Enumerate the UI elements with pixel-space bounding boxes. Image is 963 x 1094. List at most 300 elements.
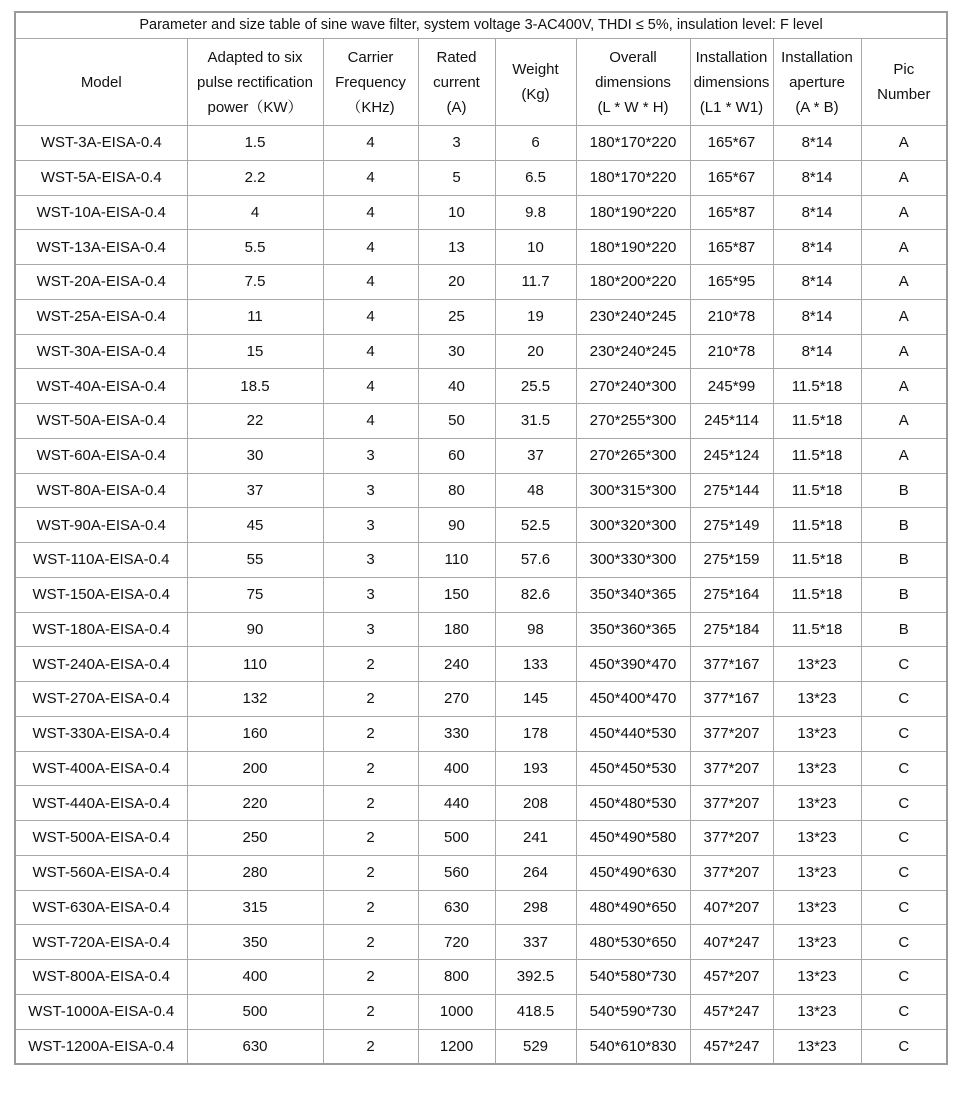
cell-rated-current: 3: [418, 126, 495, 161]
table-row: [15, 786, 947, 821]
cell-carrier-frequency: 3: [323, 612, 418, 647]
cell-installation-aperture: 8*14: [773, 265, 861, 300]
cell-adapted-power: 5.5: [187, 230, 323, 265]
cell-adapted-power: 132: [187, 682, 323, 717]
table-row: [15, 265, 947, 300]
cell-adapted-power: 400: [187, 960, 323, 995]
cell-installation-dimensions: 457*207: [690, 960, 773, 995]
cell-carrier-frequency: 4: [323, 265, 418, 300]
column-header-line: Frequency: [335, 73, 406, 91]
cell-carrier-frequency: 2: [323, 682, 418, 717]
cell-installation-dimensions: 275*144: [690, 473, 773, 508]
column-header-carrier-frequency: [323, 39, 418, 126]
cell-pic-number: C: [861, 960, 947, 995]
cell-model: WST-400A-EISA-0.4: [15, 751, 187, 786]
cell-weight: 10: [495, 230, 576, 265]
cell-installation-aperture: 8*14: [773, 160, 861, 195]
cell-adapted-power: 280: [187, 855, 323, 890]
cell-pic-number: B: [861, 473, 947, 508]
cell-installation-dimensions: 275*184: [690, 612, 773, 647]
cell-model: WST-720A-EISA-0.4: [15, 925, 187, 960]
cell-overall-dimensions: 180*190*220: [576, 195, 690, 230]
cell-rated-current: 40: [418, 369, 495, 404]
table-body: [15, 126, 947, 1065]
cell-adapted-power: 11: [187, 299, 323, 334]
cell-installation-dimensions: 165*67: [690, 126, 773, 161]
cell-carrier-frequency: 3: [323, 508, 418, 543]
cell-installation-aperture: 11.5*18: [773, 369, 861, 404]
cell-installation-dimensions: 377*207: [690, 855, 773, 890]
cell-rated-current: 13: [418, 230, 495, 265]
cell-rated-current: 150: [418, 577, 495, 612]
column-header-line: Installation: [781, 48, 853, 66]
cell-weight: 298: [495, 890, 576, 925]
cell-adapted-power: 315: [187, 890, 323, 925]
table-row: [15, 994, 947, 1029]
cell-installation-dimensions: 377*207: [690, 786, 773, 821]
cell-installation-aperture: 8*14: [773, 195, 861, 230]
cell-installation-dimensions: 377*207: [690, 751, 773, 786]
column-header-line: (Kg): [521, 86, 550, 103]
cell-overall-dimensions: 450*490*580: [576, 821, 690, 856]
cell-installation-aperture: 8*14: [773, 126, 861, 161]
cell-weight: 145: [495, 682, 576, 717]
cell-adapted-power: 160: [187, 716, 323, 751]
cell-rated-current: 30: [418, 334, 495, 369]
cell-installation-aperture: 13*23: [773, 647, 861, 682]
cell-weight: 529: [495, 1029, 576, 1064]
cell-model: WST-110A-EISA-0.4: [15, 543, 187, 578]
cell-rated-current: 400: [418, 751, 495, 786]
table-row: [15, 682, 947, 717]
cell-pic-number: C: [861, 994, 947, 1029]
cell-weight: 9.8: [495, 195, 576, 230]
column-header-line: Installation: [695, 48, 768, 66]
cell-installation-dimensions: 377*207: [690, 716, 773, 751]
cell-carrier-frequency: 4: [323, 195, 418, 230]
cell-rated-current: 1000: [418, 994, 495, 1029]
cell-weight: 418.5: [495, 994, 576, 1029]
table-row: [15, 647, 947, 682]
column-header-line: (L * W * H): [597, 98, 669, 116]
cell-model: WST-800A-EISA-0.4: [15, 960, 187, 995]
cell-installation-dimensions: 377*167: [690, 647, 773, 682]
cell-model: WST-90A-EISA-0.4: [15, 508, 187, 543]
cell-pic-number: A: [861, 404, 947, 439]
cell-adapted-power: 90: [187, 612, 323, 647]
cell-adapted-power: 15: [187, 334, 323, 369]
cell-pic-number: C: [861, 925, 947, 960]
cell-weight: 337: [495, 925, 576, 960]
cell-rated-current: 1200: [418, 1029, 495, 1064]
cell-installation-aperture: 13*23: [773, 890, 861, 925]
cell-installation-dimensions: 245*124: [690, 438, 773, 473]
cell-installation-dimensions: 407*207: [690, 890, 773, 925]
cell-weight: 82.6: [495, 577, 576, 612]
parameter-table-sheet: [14, 11, 946, 1065]
cell-model: WST-13A-EISA-0.4: [15, 230, 187, 265]
cell-installation-aperture: 13*23: [773, 855, 861, 890]
cell-weight: 208: [495, 786, 576, 821]
cell-carrier-frequency: 2: [323, 1029, 418, 1064]
cell-model: WST-1200A-EISA-0.4: [15, 1029, 187, 1064]
cell-pic-number: A: [861, 265, 947, 300]
cell-installation-dimensions: 245*99: [690, 369, 773, 404]
cell-overall-dimensions: 230*240*245: [576, 334, 690, 369]
cell-weight: 31.5: [495, 404, 576, 439]
table-row: [15, 855, 947, 890]
cell-model: WST-25A-EISA-0.4: [15, 299, 187, 334]
table-row: [15, 1029, 947, 1064]
cell-carrier-frequency: 4: [323, 369, 418, 404]
cell-installation-aperture: 13*23: [773, 925, 861, 960]
cell-installation-aperture: 11.5*18: [773, 543, 861, 578]
cell-model: WST-330A-EISA-0.4: [15, 716, 187, 751]
cell-pic-number: A: [861, 334, 947, 369]
cell-model: WST-60A-EISA-0.4: [15, 438, 187, 473]
cell-installation-dimensions: 165*67: [690, 160, 773, 195]
cell-overall-dimensions: 270*240*300: [576, 369, 690, 404]
table-row: [15, 438, 947, 473]
column-header-line: Adapted to six: [207, 48, 303, 66]
column-header-line: power（KW）: [207, 98, 303, 116]
cell-weight: 57.6: [495, 543, 576, 578]
cell-carrier-frequency: 2: [323, 647, 418, 682]
cell-carrier-frequency: 4: [323, 334, 418, 369]
cell-rated-current: 60: [418, 438, 495, 473]
column-header-rated-current: [418, 39, 495, 126]
cell-model: WST-10A-EISA-0.4: [15, 195, 187, 230]
cell-model: WST-270A-EISA-0.4: [15, 682, 187, 717]
cell-adapted-power: 45: [187, 508, 323, 543]
column-header-line: Model: [80, 73, 122, 91]
table-row: [15, 577, 947, 612]
cell-weight: 19: [495, 299, 576, 334]
cell-weight: 20: [495, 334, 576, 369]
cell-pic-number: A: [861, 299, 947, 334]
column-header-line: (A * B): [795, 98, 839, 116]
cell-weight: 25.5: [495, 369, 576, 404]
cell-model: WST-630A-EISA-0.4: [15, 890, 187, 925]
cell-adapted-power: 18.5: [187, 369, 323, 404]
cell-adapted-power: 220: [187, 786, 323, 821]
table-row: [15, 334, 947, 369]
cell-pic-number: B: [861, 612, 947, 647]
cell-installation-dimensions: 457*247: [690, 994, 773, 1029]
cell-weight: 241: [495, 821, 576, 856]
cell-installation-dimensions: 245*114: [690, 404, 773, 439]
cell-weight: 133: [495, 647, 576, 682]
cell-carrier-frequency: 2: [323, 890, 418, 925]
cell-overall-dimensions: 300*320*300: [576, 508, 690, 543]
column-header-line: Rated: [436, 48, 477, 66]
cell-pic-number: C: [861, 647, 947, 682]
column-header-installation-aperture: [773, 39, 861, 126]
table-row: [15, 404, 947, 439]
header-row: [15, 39, 947, 126]
cell-model: WST-560A-EISA-0.4: [15, 855, 187, 890]
column-header-pic-number: [861, 39, 947, 126]
cell-adapted-power: 250: [187, 821, 323, 856]
cell-installation-dimensions: 165*95: [690, 265, 773, 300]
cell-adapted-power: 1.5: [187, 126, 323, 161]
cell-carrier-frequency: 3: [323, 577, 418, 612]
cell-carrier-frequency: 4: [323, 299, 418, 334]
cell-weight: 98: [495, 612, 576, 647]
cell-pic-number: A: [861, 195, 947, 230]
cell-overall-dimensions: 300*315*300: [576, 473, 690, 508]
cell-installation-dimensions: 210*78: [690, 299, 773, 334]
cell-rated-current: 110: [418, 543, 495, 578]
cell-installation-aperture: 13*23: [773, 682, 861, 717]
column-header-overall-dimensions: [576, 39, 690, 126]
cell-pic-number: C: [861, 821, 947, 856]
cell-model: WST-20A-EISA-0.4: [15, 265, 187, 300]
column-header-line: （KHz): [346, 98, 395, 116]
cell-overall-dimensions: 180*190*220: [576, 230, 690, 265]
cell-weight: 11.7: [495, 265, 576, 300]
table-row: [15, 473, 947, 508]
cell-installation-aperture: 11.5*18: [773, 577, 861, 612]
cell-pic-number: B: [861, 508, 947, 543]
cell-overall-dimensions: 350*340*365: [576, 577, 690, 612]
cell-adapted-power: 4: [187, 195, 323, 230]
cell-weight: 6.5: [495, 160, 576, 195]
cell-overall-dimensions: 180*170*220: [576, 160, 690, 195]
cell-adapted-power: 30: [187, 438, 323, 473]
cell-model: WST-150A-EISA-0.4: [15, 577, 187, 612]
cell-pic-number: B: [861, 543, 947, 578]
cell-pic-number: C: [861, 682, 947, 717]
cell-pic-number: C: [861, 1029, 947, 1064]
cell-model: WST-3A-EISA-0.4: [15, 126, 187, 161]
table-row: [15, 612, 947, 647]
cell-rated-current: 10: [418, 195, 495, 230]
cell-overall-dimensions: 180*170*220: [576, 126, 690, 161]
cell-carrier-frequency: 2: [323, 751, 418, 786]
cell-overall-dimensions: 270*255*300: [576, 404, 690, 439]
cell-carrier-frequency: 2: [323, 960, 418, 995]
cell-carrier-frequency: 2: [323, 821, 418, 856]
cell-rated-current: 80: [418, 473, 495, 508]
cell-installation-aperture: 13*23: [773, 1029, 861, 1064]
cell-overall-dimensions: 230*240*245: [576, 299, 690, 334]
cell-overall-dimensions: 350*360*365: [576, 612, 690, 647]
cell-rated-current: 270: [418, 682, 495, 717]
cell-pic-number: C: [861, 855, 947, 890]
cell-installation-aperture: 8*14: [773, 334, 861, 369]
cell-carrier-frequency: 3: [323, 473, 418, 508]
cell-rated-current: 180: [418, 612, 495, 647]
cell-carrier-frequency: 2: [323, 994, 418, 1029]
cell-adapted-power: 350: [187, 925, 323, 960]
cell-weight: 37: [495, 438, 576, 473]
table-title: Parameter and size table of sine wave filter, system voltage 3-AC400V, THDI ≤ 5%, insulation level: F level: [15, 12, 947, 39]
table-row: [15, 126, 947, 161]
table-row: [15, 299, 947, 334]
cell-installation-aperture: 13*23: [773, 960, 861, 995]
cell-rated-current: 630: [418, 890, 495, 925]
cell-installation-aperture: 13*23: [773, 786, 861, 821]
cell-overall-dimensions: 270*265*300: [576, 438, 690, 473]
cell-adapted-power: 200: [187, 751, 323, 786]
column-header-line: (L1 * W1): [699, 98, 764, 116]
cell-installation-aperture: 13*23: [773, 751, 861, 786]
cell-installation-dimensions: 275*164: [690, 577, 773, 612]
cell-overall-dimensions: 450*390*470: [576, 647, 690, 682]
cell-overall-dimensions: 300*330*300: [576, 543, 690, 578]
cell-pic-number: C: [861, 716, 947, 751]
cell-weight: 193: [495, 751, 576, 786]
column-header-line: Number: [877, 86, 931, 103]
column-header-line: dimensions: [595, 73, 671, 91]
cell-model: WST-500A-EISA-0.4: [15, 821, 187, 856]
cell-weight: 48: [495, 473, 576, 508]
cell-weight: 392.5: [495, 960, 576, 995]
cell-installation-aperture: 11.5*18: [773, 404, 861, 439]
cell-overall-dimensions: 540*580*730: [576, 960, 690, 995]
cell-adapted-power: 630: [187, 1029, 323, 1064]
cell-carrier-frequency: 2: [323, 716, 418, 751]
cell-installation-dimensions: 407*247: [690, 925, 773, 960]
cell-pic-number: B: [861, 577, 947, 612]
cell-pic-number: A: [861, 230, 947, 265]
column-header-line: pulse rectification: [197, 73, 313, 91]
cell-adapted-power: 22: [187, 404, 323, 439]
table-row: [15, 716, 947, 751]
cell-rated-current: 720: [418, 925, 495, 960]
cell-model: WST-440A-EISA-0.4: [15, 786, 187, 821]
cell-model: WST-1000A-EISA-0.4: [15, 994, 187, 1029]
cell-rated-current: 90: [418, 508, 495, 543]
table-row: [15, 890, 947, 925]
parameter-table: [14, 11, 948, 1065]
cell-overall-dimensions: 540*590*730: [576, 994, 690, 1029]
cell-carrier-frequency: 4: [323, 126, 418, 161]
cell-overall-dimensions: 540*610*830: [576, 1029, 690, 1064]
cell-overall-dimensions: 450*400*470: [576, 682, 690, 717]
cell-installation-dimensions: 457*247: [690, 1029, 773, 1064]
cell-weight: 264: [495, 855, 576, 890]
cell-model: WST-40A-EISA-0.4: [15, 369, 187, 404]
cell-overall-dimensions: 450*450*530: [576, 751, 690, 786]
cell-pic-number: C: [861, 890, 947, 925]
cell-rated-current: 800: [418, 960, 495, 995]
cell-carrier-frequency: 4: [323, 160, 418, 195]
table-row: [15, 160, 947, 195]
cell-overall-dimensions: 480*490*650: [576, 890, 690, 925]
cell-installation-aperture: 8*14: [773, 230, 861, 265]
column-header-line: aperture: [789, 73, 845, 91]
cell-overall-dimensions: 450*440*530: [576, 716, 690, 751]
cell-rated-current: 50: [418, 404, 495, 439]
cell-carrier-frequency: 3: [323, 438, 418, 473]
cell-installation-aperture: 13*23: [773, 821, 861, 856]
cell-rated-current: 240: [418, 647, 495, 682]
cell-pic-number: C: [861, 786, 947, 821]
table-row: [15, 195, 947, 230]
cell-model: WST-240A-EISA-0.4: [15, 647, 187, 682]
cell-installation-aperture: 8*14: [773, 299, 861, 334]
cell-model: WST-5A-EISA-0.4: [15, 160, 187, 195]
cell-pic-number: C: [861, 751, 947, 786]
cell-installation-aperture: 13*23: [773, 716, 861, 751]
cell-carrier-frequency: 2: [323, 786, 418, 821]
column-header-line: dimensions: [693, 73, 770, 91]
table-row: [15, 543, 947, 578]
cell-adapted-power: 55: [187, 543, 323, 578]
cell-installation-aperture: 11.5*18: [773, 438, 861, 473]
cell-pic-number: A: [861, 126, 947, 161]
column-header-model: [15, 39, 187, 126]
table-row: [15, 821, 947, 856]
cell-carrier-frequency: 2: [323, 855, 418, 890]
cell-adapted-power: 7.5: [187, 265, 323, 300]
cell-weight: 6: [495, 126, 576, 161]
table-row: [15, 230, 947, 265]
column-header-line: Overall: [609, 48, 657, 66]
cell-carrier-frequency: 3: [323, 543, 418, 578]
cell-adapted-power: 500: [187, 994, 323, 1029]
cell-installation-dimensions: 377*207: [690, 821, 773, 856]
table-row: [15, 751, 947, 786]
cell-installation-dimensions: 377*167: [690, 682, 773, 717]
table-row: [15, 508, 947, 543]
cell-adapted-power: 75: [187, 577, 323, 612]
cell-carrier-frequency: 4: [323, 230, 418, 265]
cell-adapted-power: 37: [187, 473, 323, 508]
cell-pic-number: A: [861, 369, 947, 404]
cell-installation-aperture: 11.5*18: [773, 612, 861, 647]
cell-rated-current: 440: [418, 786, 495, 821]
cell-weight: 178: [495, 716, 576, 751]
cell-adapted-power: 2.2: [187, 160, 323, 195]
cell-rated-current: 20: [418, 265, 495, 300]
cell-rated-current: 5: [418, 160, 495, 195]
cell-installation-dimensions: 165*87: [690, 195, 773, 230]
cell-model: WST-80A-EISA-0.4: [15, 473, 187, 508]
column-header-line: Weight: [512, 61, 559, 78]
column-header-line: Pic: [893, 61, 915, 78]
cell-installation-aperture: 11.5*18: [773, 508, 861, 543]
cell-rated-current: 330: [418, 716, 495, 751]
cell-rated-current: 560: [418, 855, 495, 890]
column-header-installation-dimensions: [690, 39, 773, 126]
cell-overall-dimensions: 450*480*530: [576, 786, 690, 821]
cell-pic-number: A: [861, 438, 947, 473]
table-row: [15, 369, 947, 404]
cell-overall-dimensions: 480*530*650: [576, 925, 690, 960]
column-header-line: Carrier: [347, 48, 394, 66]
cell-overall-dimensions: 180*200*220: [576, 265, 690, 300]
cell-rated-current: 500: [418, 821, 495, 856]
cell-installation-dimensions: 275*149: [690, 508, 773, 543]
cell-weight: 52.5: [495, 508, 576, 543]
cell-pic-number: A: [861, 160, 947, 195]
cell-adapted-power: 110: [187, 647, 323, 682]
cell-carrier-frequency: 4: [323, 404, 418, 439]
cell-installation-dimensions: 210*78: [690, 334, 773, 369]
cell-installation-dimensions: 165*87: [690, 230, 773, 265]
column-header-line: current: [433, 73, 480, 91]
cell-overall-dimensions: 450*490*630: [576, 855, 690, 890]
column-header-line: (A): [446, 98, 467, 116]
table-row: [15, 960, 947, 995]
cell-model: WST-30A-EISA-0.4: [15, 334, 187, 369]
cell-carrier-frequency: 2: [323, 925, 418, 960]
cell-model: WST-50A-EISA-0.4: [15, 404, 187, 439]
cell-installation-dimensions: 275*159: [690, 543, 773, 578]
